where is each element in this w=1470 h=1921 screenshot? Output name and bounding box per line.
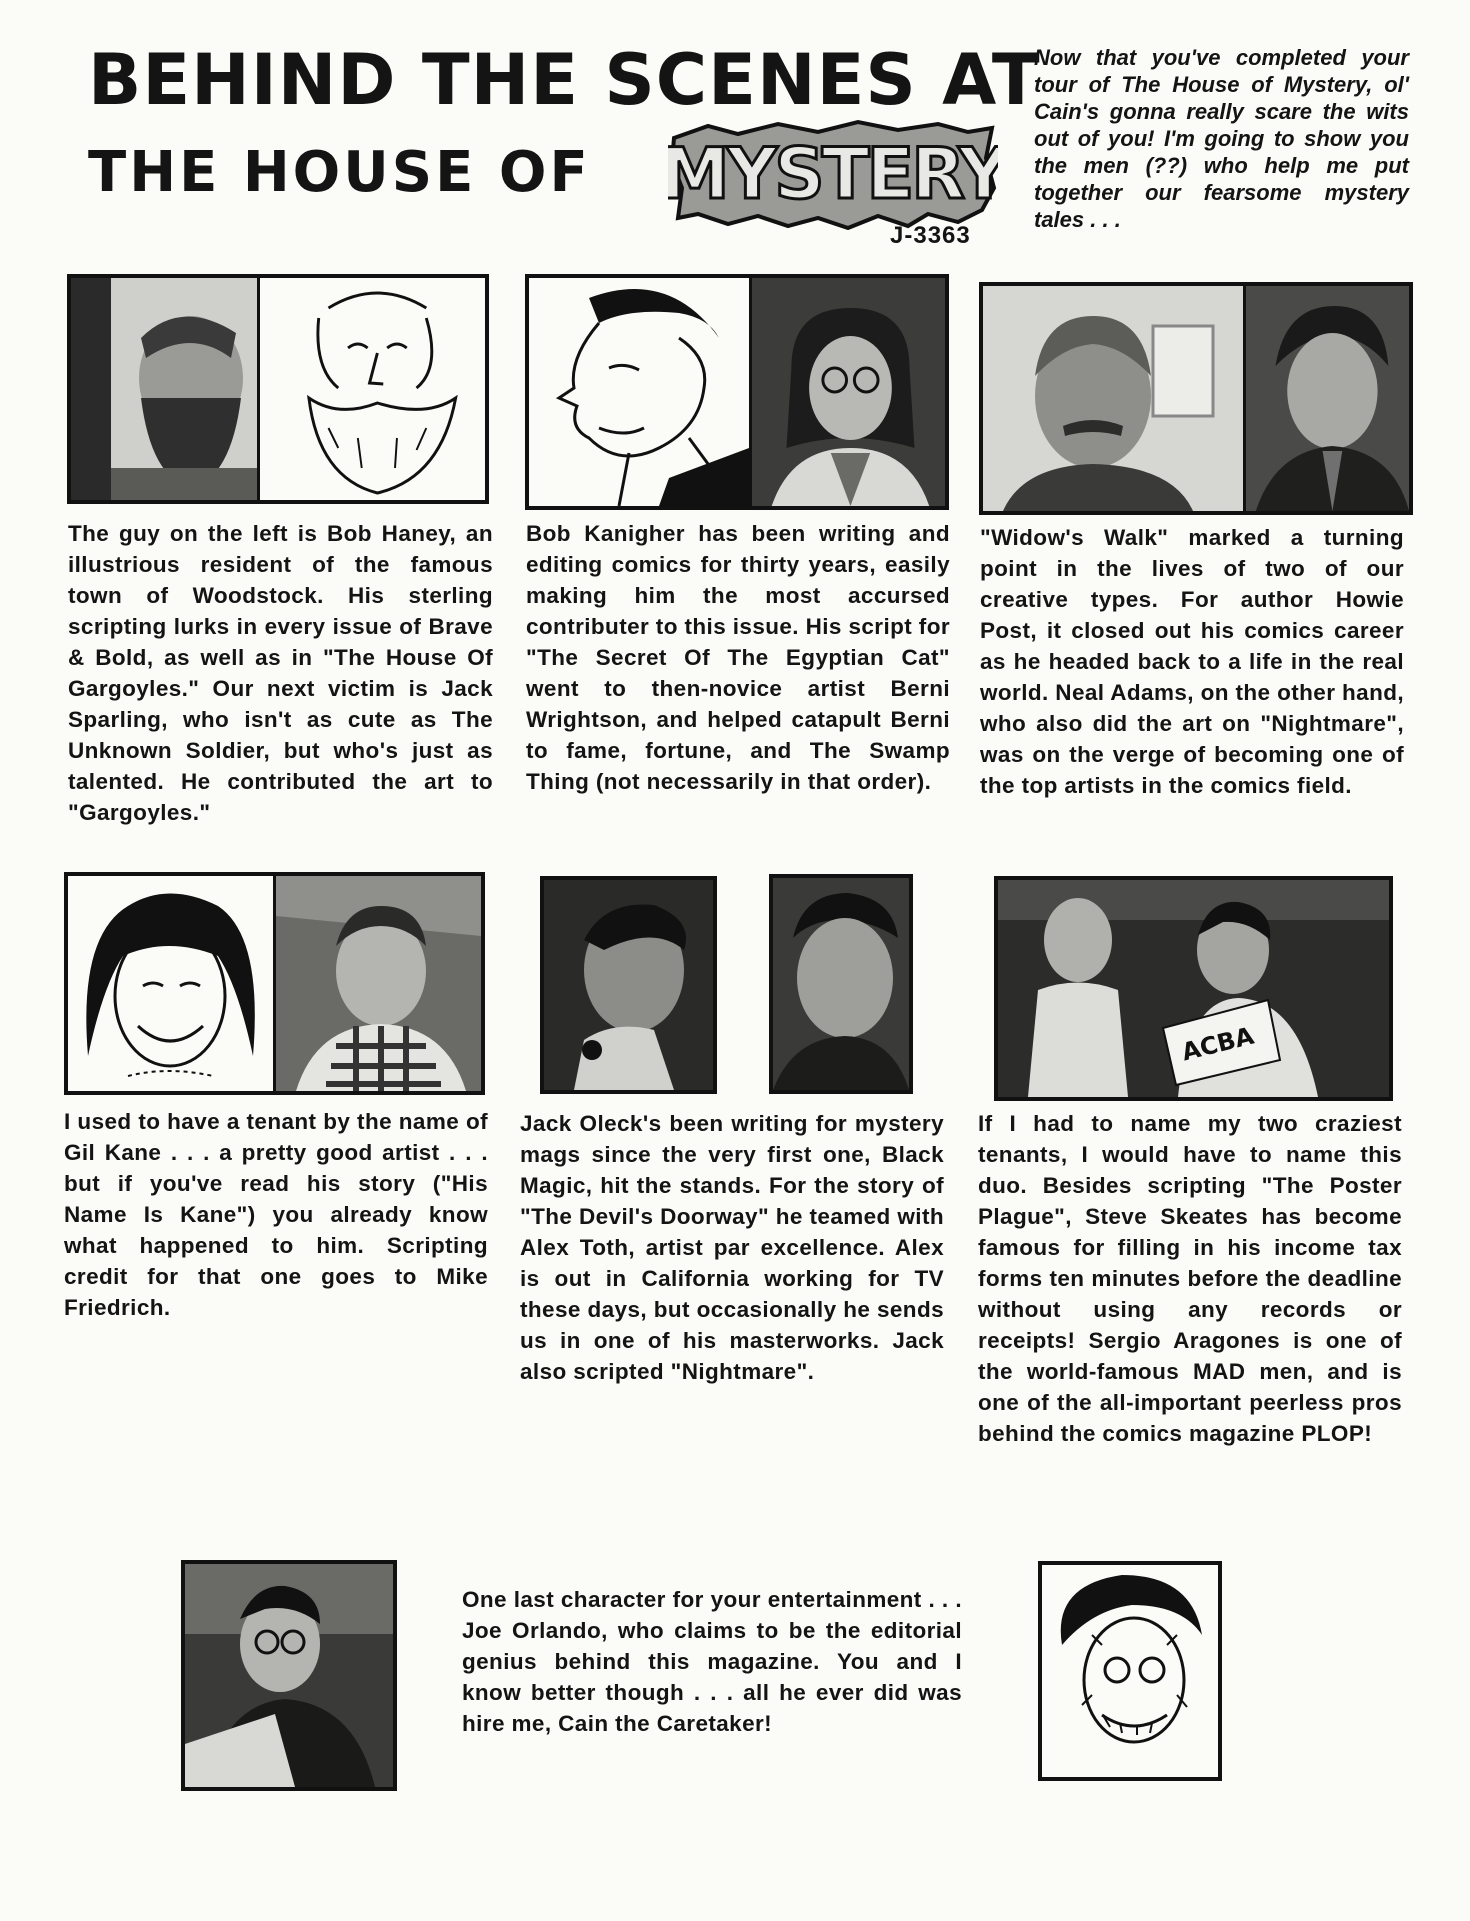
caption-widows-walk: "Widow's Walk" marked a turning point in the lives of two of our creative types. For author Howie Post, it closed out his comics career as he headed back to a life in the real world. Neal Adams, on the other hand, who also did the art on "Nightmare", was on the verge of becoming one of the top artists in the comics field.	[980, 525, 1405, 798]
intro-text: Now that you've completed your tour of The House of Mystery, ol' Cain's gonna really scare the wits out of you! I'm going to show you the men (??) who help me put together our fearsome mystery tales . . .	[1034, 45, 1409, 232]
photo-berni-wrightson	[749, 278, 945, 506]
logo-wordmark: MYSTERY	[668, 133, 998, 215]
photo-joe-orlando-portrait	[185, 1564, 393, 1787]
photo-alex-toth-portrait	[773, 878, 909, 1090]
caption-jack-oleck: Jack Oleck's been writing for mystery mags since the very first one, Black Magic, hit the stands. For the story of "The Devil's Doorway" he teamed with Alex Toth, artist par excellence. Alex is out in California working for TV these days, but occasionally he sends us in one of his masterworks. Jack also scripted "Nightmare".	[520, 1111, 944, 1384]
page-subtitle: THE HOUSE OF	[88, 140, 591, 205]
issue-code: J-3363	[890, 222, 971, 249]
photo-mike-friedrich	[273, 876, 481, 1091]
caption-skeates: If I had to name my two craziest tenants, I would have to name this duo. Besides scripting "The Poster Plague", Steve Skeates has become famous for filling in his income tax forms ten minutes before the deadline without using any records or receipts! Sergio Aragones is one of the world-famous MAD men, and is one of the all-important peerless pros behind the comics magazine PLOP!	[978, 1111, 1402, 1446]
page-title: BEHIND THE SCENES AT	[88, 39, 1041, 121]
photo-skeates-aragones	[994, 876, 1393, 1101]
photo-haney-sparling	[67, 274, 489, 504]
drawing-bob-kanigher	[529, 278, 749, 506]
photo-howie-post	[983, 286, 1243, 511]
photo-joe-orlando	[181, 1560, 397, 1791]
caption-haney: The guy on the left is Bob Haney, an illustrious resident of the famous town of Woodstock. His sterling scripting lurks in every issue of Brave & Bold, as well as in "The House Of Gargoyles." Our next victim is Jack Sparling, who isn't as cute as The Unknown Soldier, but who's just as talented. He contributed the art to "Gargoyles."	[68, 521, 493, 825]
drawing-cain-portrait	[1042, 1565, 1218, 1777]
photo-bob-haney	[71, 278, 257, 500]
drawing-jack-sparling	[257, 278, 485, 500]
photo-gil-kane	[64, 872, 485, 1095]
caption-joe-orlando: One last character for your entertainment . . . Joe Orlando, who claims to be the editorial genius behind this magazine. You and I know better though . . . all he ever did was hire me, Cain the Caretaker!	[462, 1587, 962, 1736]
caption-kanigher: Bob Kanigher has been writing and editing comics for thirty years, easily making him the most accursed contributer to this issue. His script for "The Secret Of The Egyptian Cat" went to then-novice artist Berni Wrightson, and helped catapult Berni to fame, fortune, and The Swamp Thing (not necessarily in that order).	[526, 521, 950, 794]
photo-neal-adams	[1243, 286, 1409, 511]
photo-jack-oleck	[540, 876, 717, 1094]
photo-jack-oleck-portrait	[544, 880, 713, 1090]
sign-text: ACBA	[1178, 1021, 1257, 1067]
drawing-gil-kane	[68, 876, 273, 1091]
photo-skeates-aragones-pair	[998, 880, 1389, 1097]
photo-post-adams	[979, 282, 1413, 515]
caption-gil-kane: I used to have a tenant by the name of Gil Kane . . . a pretty good artist . . . but if you've read his story ("His Name Is Kane") you already know what happened to him. Scripting credit for that one goes to Mike Friedrich.	[64, 1109, 488, 1320]
mystery-logo	[668, 118, 998, 230]
photo-alex-toth	[769, 874, 913, 1094]
drawing-cain-caretaker	[1038, 1561, 1222, 1781]
photo-kanigher-wrightson	[525, 274, 949, 510]
